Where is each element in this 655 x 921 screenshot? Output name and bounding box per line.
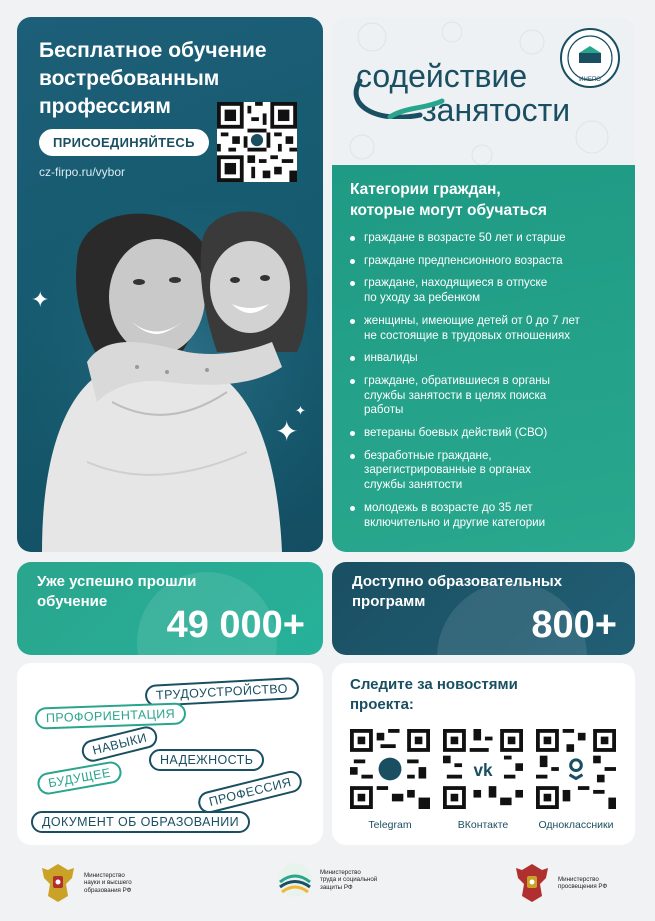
logo-line-1: содействие bbox=[356, 58, 528, 94]
programs-stat-value: 800+ bbox=[531, 604, 617, 646]
categories-title: Категории граждан, которые могут обучаться bbox=[350, 181, 547, 219]
telegram-icon bbox=[379, 758, 402, 781]
vkontakte-label[interactable]: ВКонтакте bbox=[457, 819, 509, 831]
trained-stat-card bbox=[17, 562, 323, 655]
programs-stat-label: Доступно образовательных программ bbox=[352, 573, 563, 610]
keyword-tag: НАВЫКИ bbox=[79, 724, 159, 764]
telegram-label[interactable]: Telegram bbox=[368, 819, 412, 831]
hero-qr-code[interactable] bbox=[217, 102, 297, 182]
emblem-label: ИНЕПО bbox=[579, 77, 601, 83]
list-item: граждане, находящиеся в отпуске по уходу за ребенком bbox=[350, 276, 625, 305]
list-item: безработные граждане, зарегистрированные в органах службы занятости bbox=[350, 449, 625, 493]
list-item: инвалиды bbox=[350, 351, 625, 366]
vk-icon: vk bbox=[473, 759, 493, 780]
categories-list bbox=[350, 231, 625, 538]
vkontakte-qr-code[interactable] bbox=[443, 729, 523, 809]
keyword-tag: ТРУДОУСТРОЙСТВО bbox=[145, 677, 300, 707]
list-item: граждане, обратившиеся в органы службы занятости в целях поиска работы bbox=[350, 374, 625, 418]
trained-stat-label: Уже успешно прошли обучение bbox=[37, 573, 197, 610]
telegram-qr-code[interactable] bbox=[350, 729, 430, 809]
education-ministry-icon bbox=[512, 860, 552, 906]
trained-stat-value: 49 000+ bbox=[166, 604, 305, 646]
hands-swoosh-icon bbox=[350, 79, 450, 119]
join-button[interactable]: ПРИСОЕДИНЯЙТЕСЬ bbox=[39, 129, 209, 156]
ministry-science-logo: Министерство науки и высшего образования РФ bbox=[38, 860, 154, 906]
mother-daughter-photo bbox=[17, 202, 323, 552]
list-item: ветераны боевых действий (СВО) bbox=[350, 426, 625, 441]
keyword-tag: БУДУЩЕЕ bbox=[36, 760, 124, 796]
keywords-card bbox=[17, 663, 323, 845]
ministry-education-logo: Министерство просвещения РФ bbox=[512, 860, 628, 906]
sparkle-icon: ✦ bbox=[295, 403, 306, 418]
odnoklassniki-qr-code[interactable] bbox=[536, 729, 616, 809]
project-url-link[interactable]: cz-firpo.ru/vybor bbox=[39, 165, 126, 179]
logo-card bbox=[332, 17, 635, 167]
qr-code-icon bbox=[217, 102, 297, 182]
sparkle-icon: ✦ bbox=[31, 287, 50, 312]
programs-stat-card bbox=[332, 562, 635, 655]
social-title: Следите за новостями проекта: bbox=[350, 676, 518, 713]
sparkle-icon: ✦ bbox=[275, 416, 299, 447]
keyword-tag: НАДЕЖНОСТЬ bbox=[149, 749, 264, 771]
list-item: граждане предпенсионного возраста bbox=[350, 254, 625, 269]
hero-card bbox=[17, 17, 323, 552]
social-card bbox=[332, 663, 635, 845]
logo-line-2: занятости bbox=[422, 92, 571, 128]
labour-ministry-icon bbox=[276, 860, 314, 900]
keyword-tag: ПРОФОРИЕНТАЦИЯ bbox=[35, 702, 187, 729]
keyword-tag: ДОКУМЕНТ ОБ ОБРАЗОВАНИИ bbox=[31, 811, 250, 833]
coat-of-arms-icon bbox=[38, 860, 78, 906]
odnoklassniki-label[interactable]: Одноклассники bbox=[538, 819, 614, 831]
list-item: граждане в возрасте 50 лет и старше bbox=[350, 231, 625, 246]
footer bbox=[0, 852, 655, 921]
ministry-labour-logo: Министерство труда и социальной защиты РФ bbox=[276, 860, 390, 900]
hero-title: Бесплатное обучение востребованным профессиям bbox=[39, 39, 267, 118]
categories-card bbox=[332, 165, 635, 552]
list-item: женщины, имеющие детей от 0 до 7 лет не состоящие в трудовых отношениях bbox=[350, 314, 625, 343]
list-item: молодежь в возрасте до 35 лет включительно и другие категории bbox=[350, 501, 625, 530]
keyword-tag: ПРОФЕССИЯ bbox=[196, 768, 304, 815]
